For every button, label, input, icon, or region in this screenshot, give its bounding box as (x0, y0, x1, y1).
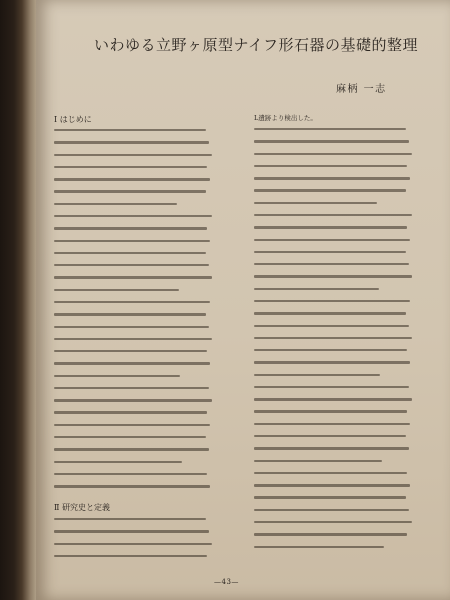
text-line (254, 398, 412, 400)
text-line (254, 423, 410, 425)
text-line (54, 178, 210, 180)
text-line (254, 251, 406, 253)
text-line (54, 215, 212, 217)
text-line (254, 128, 406, 130)
text-line (54, 264, 209, 266)
body-text-history (54, 518, 212, 567)
text-line (54, 338, 212, 340)
text-line (54, 399, 212, 401)
text-line (54, 555, 207, 557)
text-line (254, 226, 407, 228)
text-line (254, 533, 407, 535)
text-line (54, 166, 207, 168)
text-line (54, 436, 206, 438)
text-line (254, 288, 379, 290)
text-line (54, 301, 210, 303)
text-line (54, 543, 212, 545)
text-line (254, 546, 384, 548)
text-line (254, 410, 407, 412)
text-line (54, 276, 212, 278)
text-line (254, 275, 412, 277)
text-line (54, 240, 210, 242)
body-text-opening-line: L遺跡より検出した。 (254, 114, 317, 122)
text-line (254, 509, 409, 511)
text-line (54, 424, 210, 426)
text-line (54, 461, 182, 463)
text-line (54, 313, 206, 315)
journal-page (36, 0, 450, 600)
text-line (254, 521, 412, 523)
article-author: 麻柄 一志 (336, 84, 387, 95)
text-line (54, 350, 207, 352)
text-line (254, 337, 412, 339)
text-line (54, 203, 177, 205)
text-line (54, 252, 206, 254)
text-line (254, 189, 406, 191)
text-line (254, 496, 406, 498)
text-line (54, 129, 206, 131)
text-line (254, 177, 410, 179)
article-title: いわゆる立野ヶ原型ナイフ形石器の基礎的整理 (93, 36, 418, 54)
text-line (54, 362, 210, 364)
text-line (54, 190, 206, 192)
text-line (54, 530, 209, 532)
text-line (254, 460, 382, 462)
section-heading-history: Ⅱ 研究史と定義 (54, 503, 110, 512)
text-line (254, 325, 409, 327)
text-line (254, 312, 406, 314)
text-line (254, 361, 410, 363)
section-heading-intro: Ⅰ はじめに (54, 115, 92, 124)
text-line (54, 411, 207, 413)
text-line (254, 300, 410, 302)
text-line (254, 140, 409, 142)
body-text-right (254, 128, 412, 558)
body-text-intro (54, 129, 212, 497)
text-line (54, 473, 207, 475)
text-line (254, 263, 409, 265)
text-line (54, 387, 209, 389)
text-line (254, 374, 380, 376)
text-line (54, 227, 207, 229)
text-line (54, 289, 179, 291)
text-line (54, 448, 209, 450)
text-line (254, 472, 407, 474)
text-line (54, 141, 209, 143)
text-line (254, 484, 410, 486)
text-line (54, 375, 180, 377)
text-line (254, 435, 406, 437)
text-line (254, 153, 412, 155)
text-line (54, 326, 209, 328)
text-line (54, 518, 206, 520)
text-line (54, 485, 210, 487)
text-line (254, 239, 410, 241)
text-line (254, 214, 412, 216)
text-line (254, 202, 377, 204)
text-line (254, 386, 409, 388)
text-line (254, 349, 407, 351)
text-line (254, 447, 409, 449)
text-line (54, 154, 212, 156)
page-number: —43— (214, 578, 239, 586)
text-line (254, 165, 407, 167)
